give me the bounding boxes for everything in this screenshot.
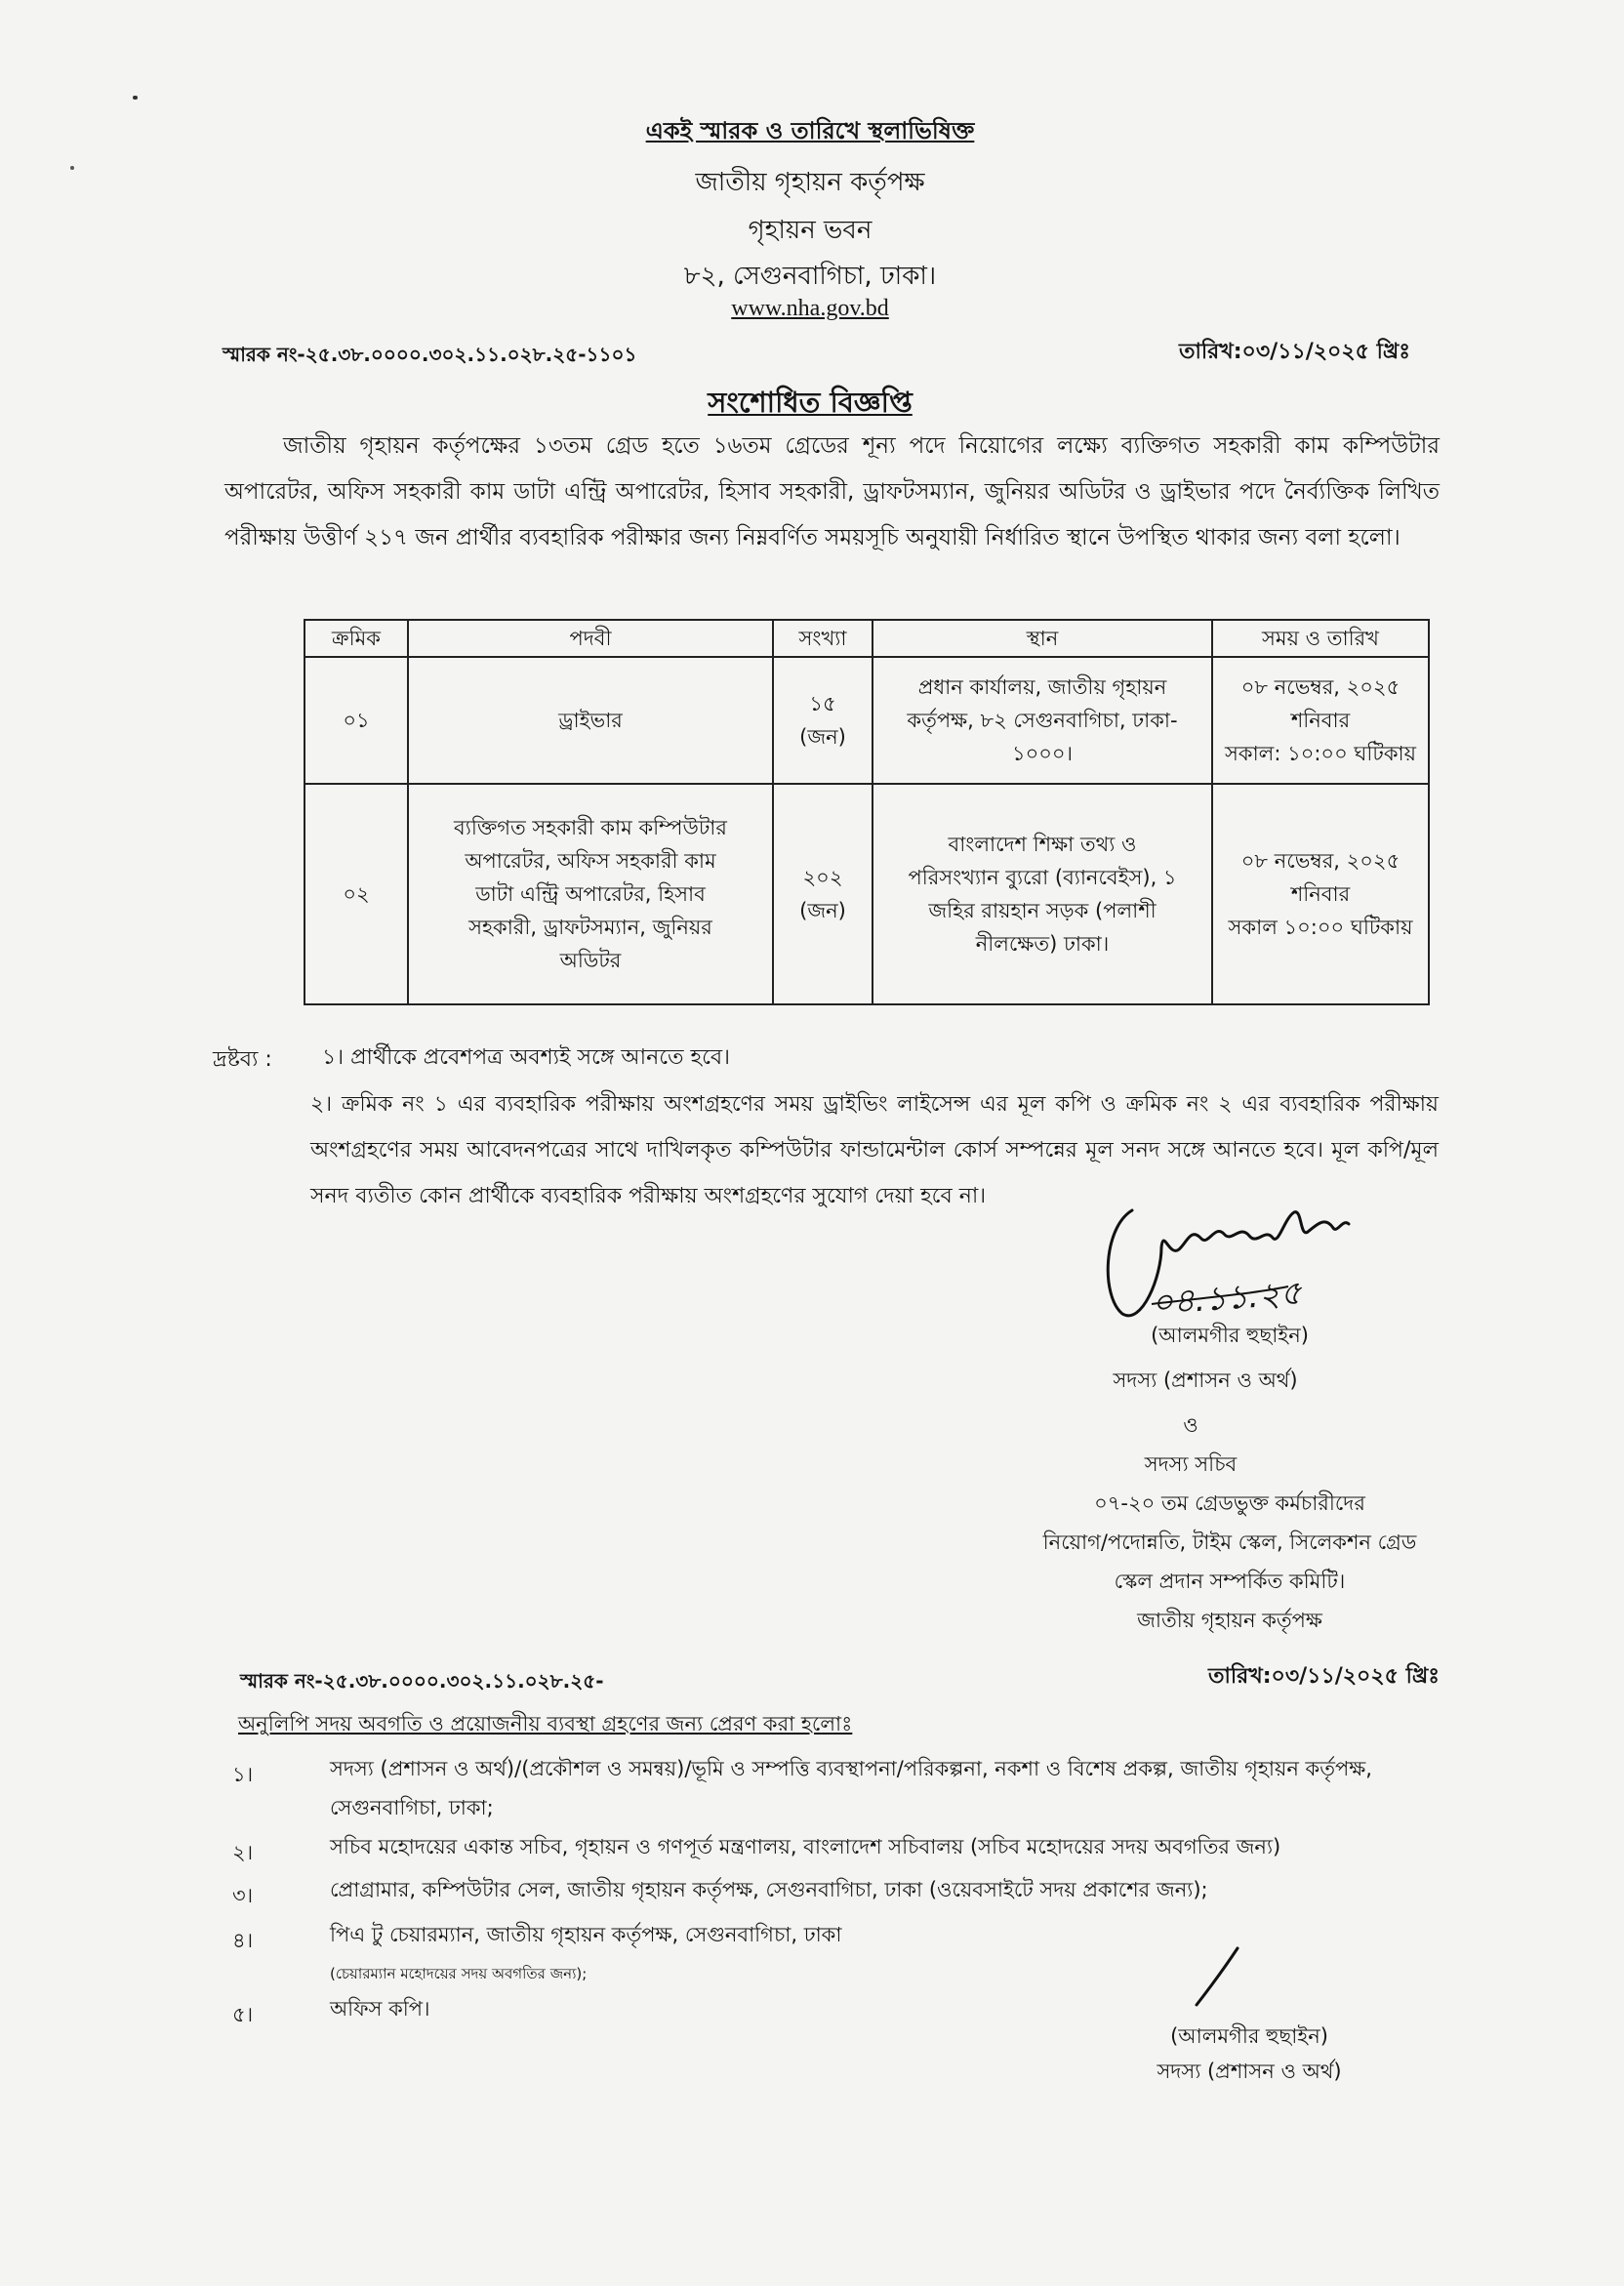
cell-serial: ০১ xyxy=(304,657,408,784)
cc-num: ২। xyxy=(232,1841,254,1864)
notice-body xyxy=(224,424,1440,561)
cc-text: পিএ টু চেয়ারম্যান, জাতীয় গৃহায়ন কর্তৃপক্ষ, সেগুনবাগিচা, ঢাকা xyxy=(330,1923,842,1946)
cell-schedule: ০৮ নভেম্বর, ২০২৫ শনিবার সকাল: ১০:০০ ঘটিকায় xyxy=(1212,657,1429,784)
cc-num: ১। xyxy=(232,1763,254,1786)
address: ৮২, সেগুনবাগিচা, ঢাকা। xyxy=(683,262,937,291)
col-post-header: পদবী xyxy=(408,620,773,657)
notes-label: দ্রষ্টব্য : xyxy=(213,1047,272,1072)
cell-venue: বাংলাদেশ শিক্ষা তথ্য ও পরিসংখ্যান ব্যুরো (ব্যানবেইস), ১ জহির রায়হান সড়ক (পলাশী নীলক্ষেত) ঢাকা। xyxy=(873,784,1212,1004)
cell-post: ব্যক্তিগত সহকারী কাম কম্পিউটার অপারেটর, অফিস সহকারী কাম ডাটা এন্ট্রি অপারেটর, হিসাব সহকারী, ড্রাফটসম্যান, জুনিয়র অডিটর xyxy=(408,784,773,1004)
committee-line-2: নিয়োগ/পদোন্নতি, টাইম স্কেল, সিলেকশন গ্রেড xyxy=(1042,1531,1417,1554)
cc-num: ৩। xyxy=(232,1884,254,1907)
col-count-header: সংখ্যা xyxy=(773,620,873,657)
table-row xyxy=(304,657,1429,784)
cell-count: ২০২ (জন) xyxy=(773,784,873,1004)
org-name: জাতীয় গৃহায়ন কর্তৃপক্ষ xyxy=(695,168,925,197)
cc-heading: অনুলিপি সদয় অবগতি ও প্রয়োজনীয় ব্যবস্থা গ্রহণের জন্য প্রেরণ করা হলোঃ xyxy=(238,1712,853,1735)
signatory-and: ও xyxy=(1183,1413,1198,1437)
building-name: গৃহায়ন ভবন xyxy=(748,216,873,245)
scan-speck xyxy=(133,96,138,100)
notice-body-text: জাতীয় গৃহায়ন কর্তৃপক্ষের ১৩তম গ্রেড হতে ১৬তম গ্রেডের শূন্য পদে নিয়োগের লক্ষ্যে ব্যক্তিগত সহকারী কাম কম্পিউটার অপারেটর, অফিস সহকারী কাম ডাটা এন্ট্রি অপারেটর, হিসাব সহকারী, ড্রাফটসম্যান, জুনিয়র অডিটর ও ড্রাইভার পদে নৈর্ব্যক্তিক লিখিত পরীক্ষায় উত্তীর্ণ ২১৭ জন প্রার্থীর ব্যবহারিক পরীক্ষার জন্য নিম্নবর্ণিত সময়সূচি অনুযায়ী নির্ধারিত স্থানে উপস্থিত থাকার জন্য বলা হলো। xyxy=(224,433,1440,551)
committee-line-3: স্কেল প্রদান সম্পর্কিত কমিটি। xyxy=(1114,1570,1346,1593)
memo-date: তারিখ:০৩/১১/২০২৫ খ্রিঃ xyxy=(1179,340,1410,364)
signatory-name: (আলমগীর হুছাইন) xyxy=(1151,1324,1309,1347)
schedule-table xyxy=(304,619,1430,1005)
website-link: www.nha.gov.bd xyxy=(731,296,889,321)
table-row xyxy=(304,784,1429,1004)
note-item-2: ২। ক্রমিক নং ১ এর ব্যবহারিক পরীক্ষায় অংশগ্রহণের সময় ড্রাইভিং লাইসেন্স এর মূল কপি ও ক্রমিক নং ২ এর ব্যবহারিক পরীক্ষায় অংশগ্রহণের সময় আবেদনপত্রের সাথে দাখিলকৃত কম্পিউটার ফান্ডামেন্টাল কোর্স সম্পন্নের মূল সনদ সঙ্গে আনতে হবে। মূল কপি/মূল সনদ ব্যতীত কোন প্রার্থীকে ব্যবহারিক পরীক্ষায় অংশগ্রহণের সুযোগ দেয়া হবে না। xyxy=(310,1092,1439,1208)
cell-serial: ০২ xyxy=(304,784,408,1004)
signatory-role2: সদস্য সচিব xyxy=(1144,1452,1238,1476)
cell-count: ১৫ (জন) xyxy=(773,657,873,784)
initial-mark xyxy=(1187,1944,1245,2013)
notice-title: সংশোধিত বিজ্ঞপ্তি xyxy=(708,386,913,419)
col-schedule-header: সময় ও তারিখ xyxy=(1212,620,1429,657)
signatory-role: সদস্য (প্রশাসন ও অর্থ) xyxy=(1113,1368,1298,1392)
memo-number: স্মারক নং-২৫.৩৮.০০০০.৩০২.১১.০২৮.২৫-১১০১ xyxy=(223,343,637,366)
note-item-1: ১। প্রার্থীকে প্রবেশপত্র অবশ্যই সঙ্গে আনতে হবে। xyxy=(322,1045,731,1070)
committee-line-4: জাতীয় গৃহায়ন কর্তৃপক্ষ xyxy=(1137,1609,1322,1632)
cc-text: সদস্য (প্রশাসন ও অর্থ)/(প্রকৌশল ও সমন্বয়)/ভূমি ও সম্পত্তি ব্যবস্থাপনা/পরিকল্পনা, নকশা ও বিশেষ প্রকল্প, জাতীয় গৃহায়ন কর্তৃপক্ষ, সেগুনবাগিচা, ঢাকা; xyxy=(330,1757,1372,1819)
cell-post: ড্রাইভার xyxy=(408,657,773,784)
header-tagline: একই স্মারক ও তারিখে স্থলাভিষিক্ত xyxy=(645,117,975,144)
cc-num: ৪। xyxy=(232,1929,254,1952)
cc-text: অফিস কপি। xyxy=(330,1997,430,2021)
table-header-row xyxy=(304,620,1429,657)
signature-date: ০৪.১১.২৫ xyxy=(1150,1273,1304,1324)
copy-memo-number: স্মারক নং-২৫.৩৮.০০০০.৩০২.১১.০২৮.২৫- xyxy=(240,1669,604,1693)
committee-line-1: ০৭-২০ তম গ্রেডভুক্ত কর্মচারীদের xyxy=(1094,1491,1365,1515)
cc-num: ৫। xyxy=(232,2003,254,2026)
signatory2-name: (আলমগীর হুছাইন) xyxy=(1170,2024,1328,2048)
cc-text: প্রোগ্রামার, কম্পিউটার সেল, জাতীয় গৃহায়ন কর্তৃপক্ষ, সেগুনবাগিচা, ঢাকা (ওয়েবসাইটে সদয় প্রকাশের জন্য); xyxy=(330,1878,1208,1901)
scan-speck xyxy=(70,166,74,170)
col-venue-header: স্থান xyxy=(873,620,1212,657)
cc-text: সচিব মহোদয়ের একান্ত সচিব, গৃহায়ন ও গণপূর্ত মন্ত্রণালয়, বাংলাদেশ সচিবালয় (সচিব মহোদয়ের সদয় অবগতির জন্য) xyxy=(330,1835,1281,1858)
cc-subtext: (চেয়ারম্যান মহোদয়ের সদয় অবগতির জন্য); xyxy=(330,1965,588,1982)
copy-memo-date: তারিখ:০৩/১১/২০২৫ খ্রিঃ xyxy=(1208,1664,1440,1689)
signatory2-role: সদস্য (প্রশাসন ও অর্থ) xyxy=(1157,2060,1342,2083)
cell-venue: প্রধান কার্যালয়, জাতীয় গৃহায়ন কর্তৃপক্ষ, ৮২ সেগুনবাগিচা, ঢাকা- ১০০০। xyxy=(873,657,1212,784)
cell-schedule: ০৮ নভেম্বর, ২০২৫ শনিবার সকাল ১০:০০ ঘটিকায় xyxy=(1212,784,1429,1004)
col-serial-header: ক্রমিক xyxy=(304,620,408,657)
